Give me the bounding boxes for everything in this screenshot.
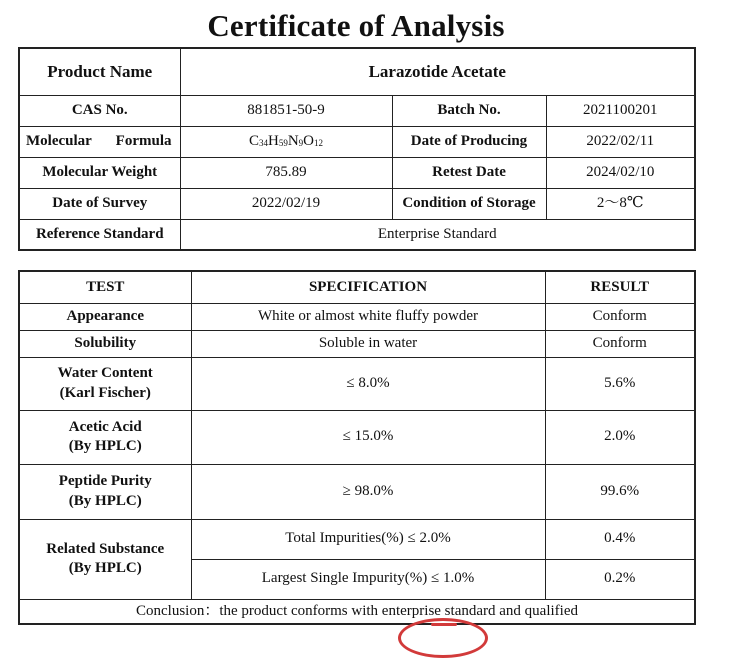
result: 0.4% bbox=[545, 519, 695, 559]
test-header-row bbox=[19, 271, 695, 303]
test-name: Appearance bbox=[19, 303, 191, 330]
specification: ≤ 8.0% bbox=[191, 357, 545, 410]
test-name: Peptide Purity (By HPLC) bbox=[19, 464, 191, 519]
specification-header: SPECIFICATION bbox=[191, 271, 545, 303]
test-name: Water Content (Karl Fischer) bbox=[19, 357, 191, 410]
specification: ≤ 15.0% bbox=[191, 410, 545, 464]
info-row bbox=[19, 95, 695, 126]
info-row bbox=[19, 219, 695, 250]
result: 5.6% bbox=[545, 357, 695, 410]
specification: Total Impurities(%) ≤ 2.0% bbox=[191, 519, 545, 559]
storage-condition-label: Condition of Storage bbox=[392, 188, 546, 219]
molecular-weight-label: Molecular Weight bbox=[19, 157, 180, 188]
page-title: Certificate of Analysis bbox=[207, 8, 505, 43]
mf-label-word-1: Molecular bbox=[26, 132, 92, 149]
result-header: RESULT bbox=[545, 271, 695, 303]
product-name-value: Larazotide Acetate bbox=[180, 48, 695, 95]
info-row bbox=[19, 157, 695, 188]
specification: White or almost white fluffy powder bbox=[191, 303, 545, 330]
date-of-survey-label: Date of Survey bbox=[19, 188, 180, 219]
info-row bbox=[19, 126, 695, 157]
mf-label-word-2: Formula bbox=[115, 132, 172, 149]
result: 0.2% bbox=[545, 559, 695, 599]
conclusion: Conclusion：the product conforms with enterprise standard and qualified bbox=[19, 599, 695, 624]
result: 99.6% bbox=[545, 464, 695, 519]
retest-date-label: Retest Date bbox=[392, 157, 546, 188]
specification: Soluble in water bbox=[191, 330, 545, 357]
molecular-weight-value: 785.89 bbox=[180, 157, 392, 188]
retest-date-value: 2024/02/10 bbox=[546, 157, 695, 188]
product-name-label: Product Name bbox=[19, 48, 180, 95]
company-seal-stamp bbox=[398, 618, 488, 658]
table-row bbox=[19, 519, 695, 559]
product-name-row bbox=[19, 48, 695, 95]
result: 2.0% bbox=[545, 410, 695, 464]
batch-label: Batch No. bbox=[392, 95, 546, 126]
result: Conform bbox=[545, 303, 695, 330]
storage-condition-value: 2～8℃ bbox=[546, 188, 695, 219]
cas-label: CAS No. bbox=[19, 95, 180, 126]
specification: Largest Single Impurity(%) ≤ 1.0% bbox=[191, 559, 545, 599]
table-row bbox=[19, 357, 695, 410]
table-row bbox=[19, 303, 695, 330]
table-row bbox=[19, 464, 695, 519]
batch-value: 2021100201 bbox=[546, 95, 695, 126]
test-header: TEST bbox=[19, 271, 191, 303]
result: Conform bbox=[545, 330, 695, 357]
molecular-formula-label bbox=[19, 126, 180, 157]
reference-standard-label: Reference Standard bbox=[19, 219, 180, 250]
specification: ≥ 98.0% bbox=[191, 464, 545, 519]
cas-value: 881851-50-9 bbox=[180, 95, 392, 126]
date-of-producing-label: Date of Producing bbox=[392, 126, 546, 157]
date-of-survey-value: 2022/02/19 bbox=[180, 188, 392, 219]
test-name: Related Substance (By HPLC) bbox=[19, 519, 191, 599]
table-row bbox=[19, 330, 695, 357]
reference-standard-value: Enterprise Standard bbox=[180, 219, 695, 250]
test-name: Acetic Acid (By HPLC) bbox=[19, 410, 191, 464]
info-row bbox=[19, 188, 695, 219]
table-row bbox=[19, 410, 695, 464]
product-info-table bbox=[18, 47, 696, 251]
test-results-table bbox=[18, 270, 696, 625]
date-of-producing-value: 2022/02/11 bbox=[546, 126, 695, 157]
conclusion-row bbox=[19, 599, 695, 624]
molecular-formula-value: $C_{34}H_{59}N_9O_{12}$ bbox=[180, 126, 392, 157]
test-name: Solubility bbox=[19, 330, 191, 357]
